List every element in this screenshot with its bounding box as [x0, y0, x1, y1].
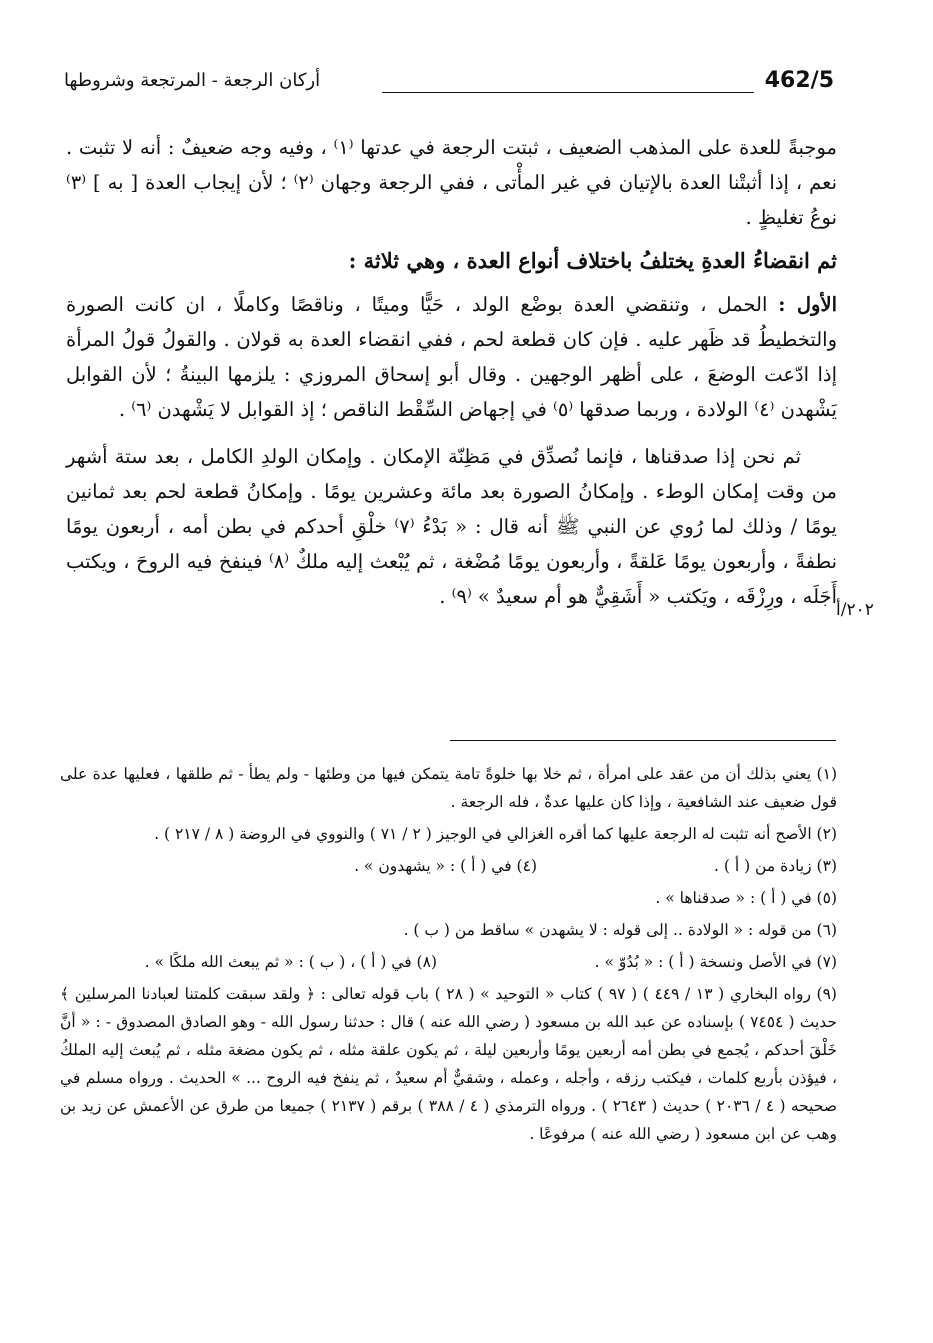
running-title: أركان الرجعة - المرتجعة وشروطها	[64, 70, 321, 91]
main-text	[66, 130, 837, 614]
page-number: 462/5	[764, 68, 834, 93]
paragraph-3: ثم نحن إذا صدقناها ، فإنما نُصدِّق في مَظِنّة الإمكان . وإمكان الولدِ الكامل ، بعد ستة أشهر من وقت إمكان الوطء . وإمكانُ الصورة بعد مائة وعشرين يومًا . وإمكانُ قطعة لحم بعد ثمانين يومًا / وذلك لما رُوي عن النبي ﷺ أنه قال : « بَدْءُ ⁽٧⁾ خلْقِ أحدكم في بطن أمه ، أربعون يومًا نطفةً ، وأربعون يومًا عَلقةً ، وأربعون يومًا مُضْغة ، ثم يُبْعث إليه ملكٌ ⁽٨⁾ فينفخ فيه الروحَ ، ويكتب أَجَلَه ، ورِزْقَه ، ويَكتب « أَشَقِيٌّ هو أم سعيدٌ » ⁽٩⁾ .	[66, 445, 838, 608]
footnote-9: (٩) رواه البخاري ( ١٣ / ٤٤٩ ) ( ٩٧ ) كتاب « التوحيد » ( ٢٨ ) باب قوله تعالى : ﴿ ولقد سبقت كلمتنا لعبادنا المرسلين ﴾ حديث ( ٧٤٥٤ ) بإسناده عن عبد الله بن مسعود ( رضي الله عنه ) قال : حدثنا رسول الله - وهو الصادق المصدوق - : « أنَّ خَلْقَ أحدكم ، يُجمع في بطن أمه أربعين يومًا وأربعين ليلة ، ثم يكون علقة مثله ، ثم يكون مضغة مثله ، ثم يُبعث إليه الملكُ ، فيؤذن بأربع كلمات ، فيكتب رزقه ، وأجله ، وعمله ، وشقيٌّ أم سعيدٌ ، ثم ينفخ فيه الروح ... » الحديث . ورواه مسلم في صحيحه ( ٤ / ٢٠٣٦ ) حديث ( ٢٦٤٣ ) . ورواه الترمذي ( ٤ / ٣٨٨ ) برقم ( ٢١٣٧ ) جميعا من طرق عن الأعمش عن زيد بن وهب عن ابن مسعود ( رضي الله عنه ) مرفوعًا .	[60, 985, 837, 1143]
manuscript-folio-note: ٢٠٢/أ	[836, 600, 874, 620]
footnote-4: (٤) في ( أ ) : « يشهدون » .	[354, 857, 537, 875]
footnote-8: (٨) في ( أ ) ، ( ب ) : « ثم يبعث الله ملكًا » .	[144, 953, 437, 971]
footnote-1: (١) يعني بذلك أن من عقد على امرأة ، ثم خلا بها خلوةً تامة يتمكن فيها من وطئها - ولم يطأ - ثم طلقها ، فعليها عدة على قول ضعيف عند الشافعية ، وإذا كان عليها عدةٌ ، فله الرجعة .	[60, 765, 837, 811]
paragraph-2	[66, 287, 837, 427]
paragraph-1: موجبةً للعدة على المذهب الضعيف ، ثبتت الرجعة في عدتها ⁽١⁾ ، وفيه وجه ضعيفٌ : أنه لا تثبت . نعم ، إذا أثبتْنا العدة بالإتيان في غير المأْتى ، ففي الرجعة وجهان ⁽٢⁾ ؛ لأن إيجاب العدة [ به ] ⁽٣⁾ نوعُ تغليظٍ .	[66, 136, 837, 229]
footnote-7: (٧) في الأصل ونسخة ( أ ) : « بُدُوّ » .	[594, 953, 837, 971]
footnote-2: (٢) الأصح أنه تثبت له الرجعة عليها كما أقره الغزالي في الوجيز ( ٢ / ٧١ ) والنووي في الروضة ( ٨ / ٢١٧ ) .	[154, 825, 837, 843]
paragraph-2-text: الحمل ، وتنقضي العدة بوضْع الولد ، حَيًّا وميتًا ، وناقصًا وكاملًا ، ان كانت الصورة والتخطيطُ قد ظَهر عليه . فإن كان قطعة لحم ، ففي انقضاء العدة به قولان . والقولُ قولُ المرأة إذا ادّعت الوضعَ ، على أظهر الوجهين . وقال أبو إسحاق المروزي : يلزمها البينةُ ؛ لأن القوابل يَشْهدن ⁽٤⁾ الولادة ، وربما صدقها ⁽٥⁾ في إجهاض السِّقْط الناقص ؛ إذ القوابل لا يَشْهدن ⁽٦⁾ .	[66, 293, 837, 421]
footnote-5: (٥) في ( أ ) : « صدقناها » .	[655, 889, 837, 907]
footnote-3: (٣) زيادة من ( أ ) .	[714, 857, 837, 875]
header-rule	[382, 92, 754, 93]
section-heading: ثم انقضاءُ العدةِ يختلفُ باختلاف أنواع العدة ، وهي ثلاثة :	[348, 248, 837, 273]
paragraph-2-lead: الأول :	[778, 293, 837, 316]
footnote-row-3-4	[60, 852, 837, 880]
page-header	[64, 68, 834, 104]
footnotes	[60, 760, 837, 1152]
footnote-divider	[450, 740, 836, 741]
footnote-6: (٦) من قوله : « الولادة .. إلى قوله : لا يشهدن » ساقط من ( ب ) .	[403, 921, 837, 939]
footnote-row-7-8	[60, 948, 837, 976]
